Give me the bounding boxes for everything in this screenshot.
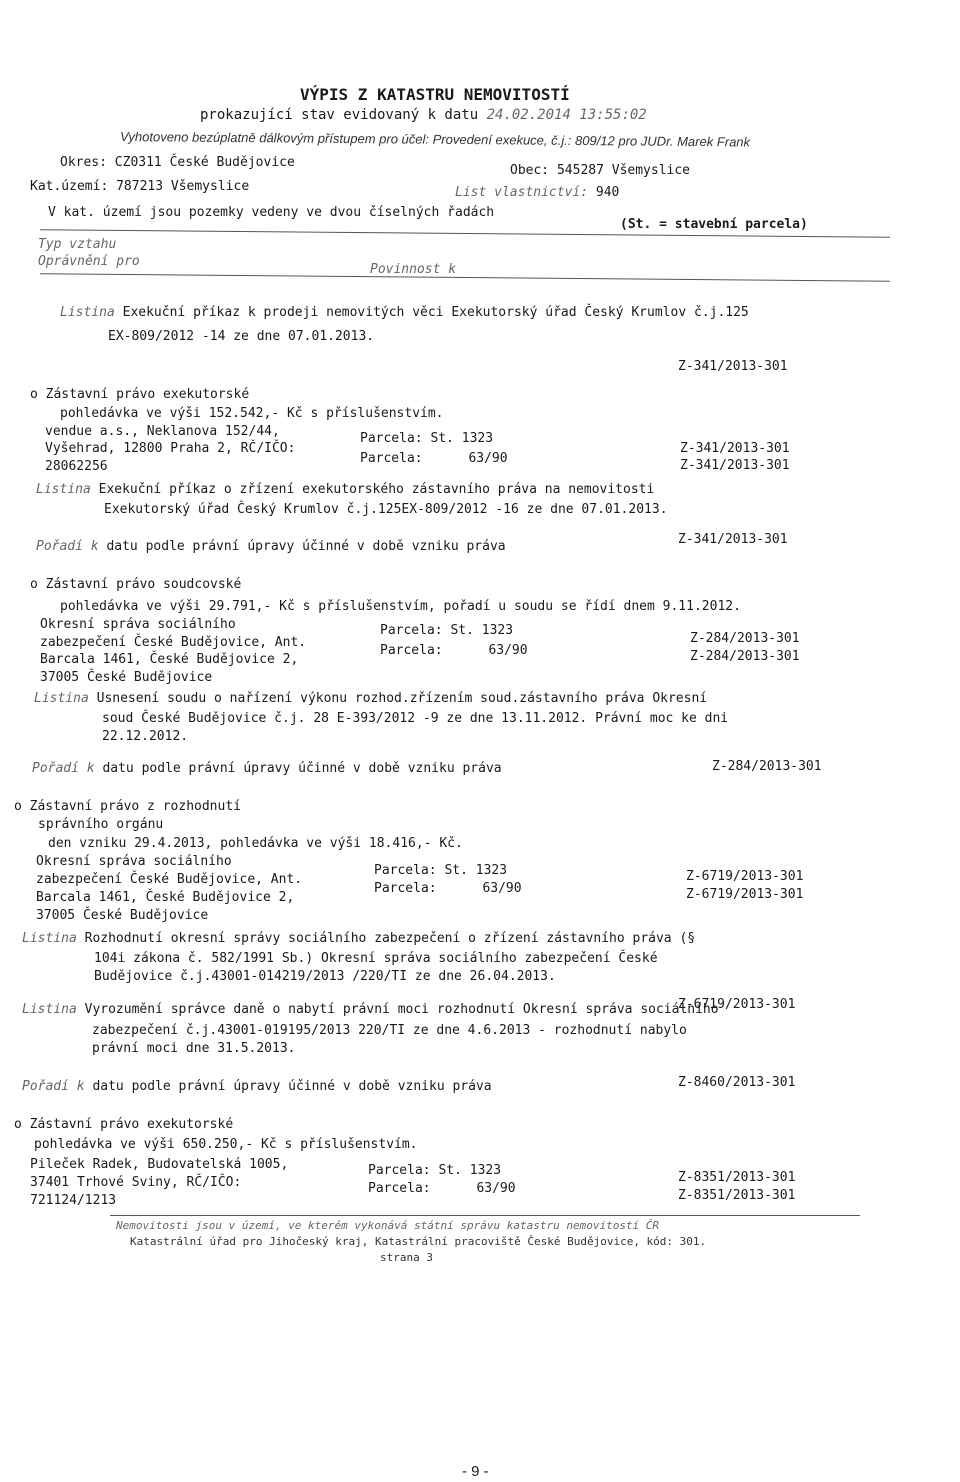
- zastava-3-ref-1: Z-6719/2013-301: [686, 869, 804, 884]
- listina-text: Exekuční příkaz k prodeji nemovitých věci Exekutorský úřad Český Krumlov č.j.125: [122, 305, 749, 320]
- zastava-4-heading: [14, 1118, 233, 1131]
- listina-1-line2: EX-809/2012 -14 ze dne 07.01.2013.: [108, 329, 375, 344]
- zastava-2-heading: [30, 578, 241, 591]
- listina-text: Rozhodnutí okresní správy sociálního zabezpečení o zřízení zástavního práva (§: [84, 931, 696, 946]
- listina-1-ref: Z-341/2013-301: [678, 359, 788, 374]
- zastava-2-holder-3: Barcala 1461, České Budějovice 2,: [40, 652, 299, 667]
- zastava-4-holder-1: Pileček Radek, Budovatelská 1005,: [30, 1157, 289, 1172]
- zastava-3-holder-1: Okresní správa sociálního: [36, 854, 232, 869]
- list-vlastnictvi-label: List vlastnictví:: [455, 185, 589, 200]
- listina-label: Listina: [36, 482, 91, 497]
- listina-2-line2: Exekutorský úřad Český Krumlov č.j.125EX-809/2012 -16 ze dne 07.01.2013.: [104, 502, 668, 517]
- listina-2: [36, 483, 654, 496]
- zastava-2-holder-4: 37005 České Budějovice: [40, 670, 213, 685]
- list-vlastnictvi: [455, 186, 619, 199]
- zastava-4-parcela-2: [368, 1182, 516, 1195]
- listina-4-line2: 104i zákona č. 582/1991 Sb.) Okresní správa sociálního zabezpečení České: [94, 951, 658, 966]
- zastava-3-ref-2: Z-6719/2013-301: [686, 887, 804, 902]
- poradi-1: [36, 540, 506, 553]
- zastava-3-holder-4: 37005 České Budějovice: [36, 908, 209, 923]
- obec: Obec: 545287 Všemyslice: [510, 163, 691, 178]
- footer-line-1: Nemovitosti jsou v území, ve kterém vykonává státní správu katastru nemovitostí ČR: [116, 1219, 660, 1232]
- poradi-label: Pořadí k: [36, 539, 99, 554]
- okres: Okres: CZ0311 České Budějovice: [60, 155, 295, 170]
- list-vlastnictvi-value: 940: [595, 185, 620, 200]
- zastava-2-holder-2: zabezpečení České Budějovice, Ant.: [40, 635, 307, 650]
- zastava-4-holder-3: 721124/1213: [30, 1193, 117, 1208]
- poradi-3-ref: Z-8460/2013-301: [678, 1075, 796, 1090]
- listina-label: Listina: [34, 691, 89, 706]
- zastava-1-holder-3: 28062256: [45, 459, 108, 474]
- vedeni-pozemku: V kat. území jsou pozemky vedeny ve dvou číselných řadách: [48, 205, 495, 220]
- listina-2-ref: Z-341/2013-301: [678, 532, 788, 547]
- parcela-value: 63/90: [488, 643, 528, 658]
- footer-rule: [110, 1215, 860, 1216]
- footer-line-2: Katastrální úřad pro Jihočeský kraj, Katastrální pracoviště České Budějovice, kód: 301.: [130, 1235, 707, 1248]
- parcela-label: Parcela:: [380, 643, 443, 658]
- zastava-1-parcela-2: [360, 452, 508, 465]
- document-title: VÝPIS Z KATASTRU NEMOVITOSTÍ: [300, 85, 570, 104]
- zastava-1-holder-2: Vyšehrad, 12800 Praha 2, RČ/IČO:: [45, 441, 296, 456]
- zastava-type: Zástavní právo z rozhodnutí: [29, 799, 241, 814]
- parcela-label: Parcela:: [360, 451, 423, 466]
- zastava-3-holder-3: Barcala 1461, České Budějovice 2,: [36, 890, 295, 905]
- parcela-value: 63/90: [476, 1181, 516, 1196]
- poradi-3: [22, 1080, 492, 1093]
- zastava-1-ref-1: Z-341/2013-301: [680, 441, 790, 456]
- col-typ-vztahu: Typ vztahu: [38, 237, 117, 252]
- zastava-4-parcela-1: [368, 1164, 501, 1177]
- listina-3-line3: 22.12.2012.: [102, 729, 189, 744]
- zastava-1-holder-1: vendue a.s., Neklanova 152/44,: [45, 424, 280, 439]
- parcela-value: St. 1323: [430, 431, 494, 446]
- zastava-2-parcela-2: [380, 644, 528, 657]
- listina-label: Listina: [22, 1002, 77, 1017]
- listina-5: [22, 1003, 719, 1016]
- poradi-text: datu podle právní úpravy účinné v době vzniku práva: [102, 761, 502, 776]
- zastava-type: Zástavní právo soudcovské: [45, 577, 242, 592]
- poradi-label: Pořadí k: [22, 1079, 85, 1094]
- zastava-2-claim: pohledávka ve výši 29.791,- Kč s příslušenstvím, pořadí u soudu se řídí dnem 9.11.2012.: [60, 599, 741, 614]
- issued-note: Vyhotoveno bezúplatně dálkovým přístupem pro účel: Provedení exekuce, č.j.: 809/12 pro JUDr. Marek Frank: [119, 129, 751, 150]
- zastava-2-ref-2: Z-284/2013-301: [690, 649, 800, 664]
- parcela-label: Parcela:: [380, 623, 443, 638]
- col-opravneni-pro: Oprávnění pro: [38, 254, 140, 269]
- listina-text: Exekuční příkaz o zřízení exekutorského zástavního práva na nemovitosti: [98, 482, 655, 497]
- zastava-3-heading: [14, 800, 241, 813]
- subtitle: [200, 108, 647, 122]
- zastava-1-claim: pohledávka ve výši 152.542,- Kč s příslušenstvím.: [60, 406, 444, 421]
- zastava-2-parcela-1: [380, 624, 513, 637]
- listina-3: [34, 692, 707, 705]
- parcela-label: Parcela:: [374, 863, 437, 878]
- listina-4-line3: Budějovice č.j.43001-014219/2013 /220/TI ze dne 26.04.2013.: [94, 969, 556, 984]
- footer-page: strana 3: [380, 1251, 433, 1264]
- listina-5-ref: Z-6719/2013-301: [678, 997, 796, 1012]
- parcela-value: St. 1323: [444, 863, 508, 878]
- listina-4: [22, 932, 695, 945]
- subtitle-date: 24.02.2014 13:55:02: [486, 107, 647, 123]
- zastava-3-claim: den vzniku 29.4.2013, pohledávka ve výši 18.416,- Kč.: [48, 836, 463, 851]
- zastava-3-heading-2: správního orgánu: [38, 817, 164, 832]
- listina-label: Listina: [60, 305, 115, 320]
- listina-5-line2: zabezpečení č.j.43001-019195/2013 220/TI ze dne 4.6.2013 - rozhodnutí nabylo: [92, 1023, 687, 1038]
- bullet: o: [14, 1117, 22, 1132]
- zastava-type: Zástavní právo exekutorské: [45, 387, 250, 402]
- parcela-label: Parcela:: [368, 1163, 431, 1178]
- zastava-3-holder-2: zabezpečení České Budějovice, Ant.: [36, 872, 303, 887]
- parcela-value: St. 1323: [438, 1163, 502, 1178]
- listina-3-line2: soud České Budějovice č.j. 28 E-393/2012 -9 ze dne 13.11.2012. Právní moc ke dni: [102, 711, 729, 726]
- listina-label: Listina: [22, 931, 77, 946]
- zastava-4-holder-2: 37401 Trhové Sviny, RČ/IČO:: [30, 1175, 242, 1190]
- zastava-1-parcela-1: [360, 432, 493, 445]
- zastava-3-parcela-2: [374, 882, 522, 895]
- zastava-type: Zástavní právo exekutorské: [29, 1117, 234, 1132]
- poradi-2: [32, 762, 502, 775]
- listina-1: [60, 306, 749, 319]
- columns-rule: [40, 273, 890, 281]
- zastava-2-ref-1: Z-284/2013-301: [690, 631, 800, 646]
- zastava-1-ref-2: Z-341/2013-301: [680, 458, 790, 473]
- poradi-2-ref: Z-284/2013-301: [712, 759, 822, 774]
- zastava-1-heading: [30, 388, 249, 401]
- bullet: o: [30, 577, 38, 592]
- parcela-label: Parcela:: [368, 1181, 431, 1196]
- bullet: o: [30, 387, 38, 402]
- zastava-3-parcela-1: [374, 864, 507, 877]
- poradi-text: datu podle právní úpravy účinné v době vzniku práva: [92, 1079, 492, 1094]
- listina-text: Vyrozumění správce daně o nabytí právní moci rozhodnutí Okresní správa sociálního: [84, 1002, 719, 1017]
- zastava-4-ref-1: Z-8351/2013-301: [678, 1170, 796, 1185]
- listina-text: Usnesení soudu o nařízení výkonu rozhod.zřízením soud.zástavního práva Okresní: [96, 691, 708, 706]
- parcela-label: Parcela:: [360, 431, 423, 446]
- col-povinnost-k: Povinnost k: [370, 262, 457, 277]
- parcela-value: 63/90: [468, 451, 508, 466]
- page-number: - 9 -: [462, 1463, 489, 1480]
- poradi-label: Pořadí k: [32, 761, 95, 776]
- poradi-text: datu podle právní úpravy účinné v době vzniku práva: [106, 539, 506, 554]
- zastava-4-claim: pohledávka ve výši 650.250,- Kč s příslušenstvím.: [34, 1137, 418, 1152]
- katastralni-uzemi: Kat.území: 787213 Všemyslice: [30, 179, 250, 194]
- subtitle-prefix: prokazující stav evidovaný k datu: [200, 107, 479, 123]
- zastava-2-holder-1: Okresní správa sociálního: [40, 617, 236, 632]
- parcela-value: St. 1323: [450, 623, 514, 638]
- parcela-label: Parcela:: [374, 881, 437, 896]
- listina-5-line3: právní moci dne 31.5.2013.: [92, 1041, 296, 1056]
- parcela-value: 63/90: [482, 881, 522, 896]
- stavebni-parcela-legend: (St. = stavební parcela): [620, 217, 808, 232]
- zastava-4-ref-2: Z-8351/2013-301: [678, 1188, 796, 1203]
- bullet: o: [14, 799, 22, 814]
